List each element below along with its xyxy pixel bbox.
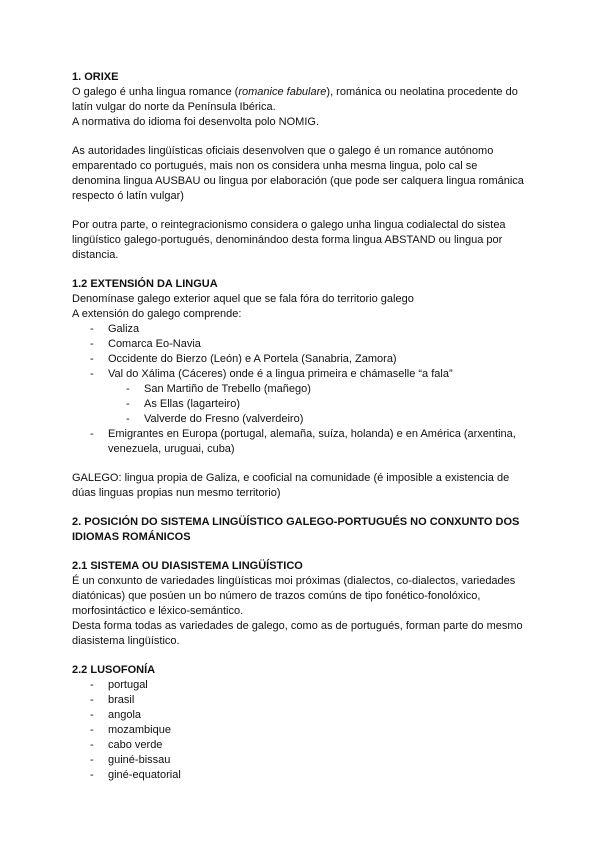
sublist-item (72, 412, 528, 427)
list-dash: - (90, 679, 94, 691)
sublist-item (72, 382, 528, 397)
list-dash: - (90, 353, 94, 365)
paragraph-reintegracionismo: Por outra parte, o reintegracionismo considera o galego unha lingua codialectal do sistea lingüístico galego-portugués, denominándoo desta forma lingua ABSTAND ou lingua por distancia. (72, 219, 506, 261)
list-item-text: guiné-bissau (108, 754, 171, 766)
paragraph-diasistema: Desta forma todas as variedades de galego, como as de portugués, forman parte do mesmo diasistema lingüístico. (72, 620, 523, 647)
list-dash: - (90, 769, 94, 781)
list-item (72, 322, 528, 337)
list-dash: - (90, 709, 94, 721)
paragraph-normativa: A normativa do idioma foi desenvolta polo NOMIG. (72, 116, 320, 128)
list-dash: - (90, 338, 94, 350)
list-item-text: brasil (108, 694, 135, 706)
list-item-text: mozambique (108, 724, 171, 736)
section-heading-posicion: 2. POSICIÓN DO SISTEMA LINGÜÍSTICO GALEGO-PORTUGUÉS NO CONXUNTO DOS IDIOMAS ROMÁNICOS (72, 516, 520, 543)
list-item-text: giné-equatorial (108, 769, 181, 781)
list-item-text: Emigrantes en Europa (portugal, alemaña, suíza, holanda) e en América (arxentina, venezuela, uruguai, cuba) (108, 428, 516, 455)
lusofonia-list (72, 678, 528, 783)
list-item-text: Val do Xálima (Cáceres) onde é a lingua primeira e chámaselle “a fala” (108, 368, 453, 380)
list-dash: - (90, 754, 94, 766)
list-item-text: angola (108, 709, 142, 721)
list-item-text: Valverde do Fresno (valverdeiro) (144, 413, 304, 425)
list-dash: - (90, 694, 94, 706)
list-item (72, 678, 528, 693)
sublist-item (72, 397, 528, 412)
section-heading-sistema: 2.1 SISTEMA OU DIASISTEMA LINGÜÍSTICO (72, 560, 303, 572)
list-item-text: As Ellas (lagarteiro) (144, 398, 240, 410)
list-dash: - (90, 724, 94, 736)
list-item-text: cabo verde (108, 739, 163, 751)
document-content (72, 70, 528, 783)
extension-list (72, 322, 528, 382)
list-item (72, 768, 528, 783)
list-item-text: San Martiño de Trebello (mañego) (144, 383, 311, 395)
list-item (72, 753, 528, 768)
text-span: O galego é unha lingua romance ( (72, 86, 239, 98)
paragraph-galego-exterior: Denomínase galego exterior aquel que se fala fóra do territorio galego (72, 293, 414, 305)
list-item-text: Comarca Eo-Navia (108, 338, 201, 350)
extension-list-continued (72, 427, 528, 457)
section-heading-orixe: 1. ORIXE (72, 71, 119, 83)
list-item (72, 693, 528, 708)
list-item (72, 427, 528, 457)
section-heading-extension: 1.2 EXTENSIÓN DA LINGUA (72, 278, 218, 290)
section-heading-lusofonia: 2.2 LUSOFONÍA (72, 664, 156, 676)
paragraph-sistema-definition: É un conxunto de variedades lingüísticas moi próximas (dialectos, co-dialectos, variedades diatónicas) que posúen un bo número de trazos comúns de tipo fonético-fonolóxico, morfosintáctico e léxico-semántico. (72, 575, 516, 617)
list-dash: - (126, 383, 130, 395)
paragraph-orixe-definition (72, 85, 528, 115)
list-item (72, 738, 528, 753)
list-item-text: portugal (108, 679, 148, 691)
list-item (72, 367, 528, 382)
list-item (72, 337, 528, 352)
paragraph-extension-intro: A extensión do galego comprende: (72, 308, 242, 320)
list-item (72, 723, 528, 738)
list-dash: - (90, 368, 94, 380)
list-dash: - (126, 413, 130, 425)
list-dash: - (126, 398, 130, 410)
list-item-text: Occidente do Bierzo (León) e A Portela (Sanabria, Zamora) (108, 353, 397, 365)
list-dash: - (90, 323, 94, 335)
list-dash: - (90, 428, 94, 440)
list-dash: - (90, 739, 94, 751)
text-span: ), románica ou neolatina procedente do latín vulgar do norte da Península Ibérica. (72, 86, 518, 113)
paragraph-autoridades: As autoridades lingüísticas oficiais desenvolven que o galego é un romance autónomo emparentado co portugués, mais non os considera unha mesma lingua, polo cal se denomina lingua AUSBAU ou lingua por elaboración (que pode ser calquera lingua románica respecto ó latín vulgar) (72, 145, 524, 202)
list-item (72, 708, 528, 723)
list-item-text: Galiza (108, 323, 140, 335)
latin-term: romanice fabulare (238, 86, 327, 98)
list-item (72, 352, 528, 367)
xalima-sublist (72, 382, 528, 427)
paragraph-galego-note: GALEGO: lingua propia de Galiza, e cooficial na comunidade (é imposible a existencia de dúas linguas propias nun mesmo territorio) (72, 472, 510, 499)
